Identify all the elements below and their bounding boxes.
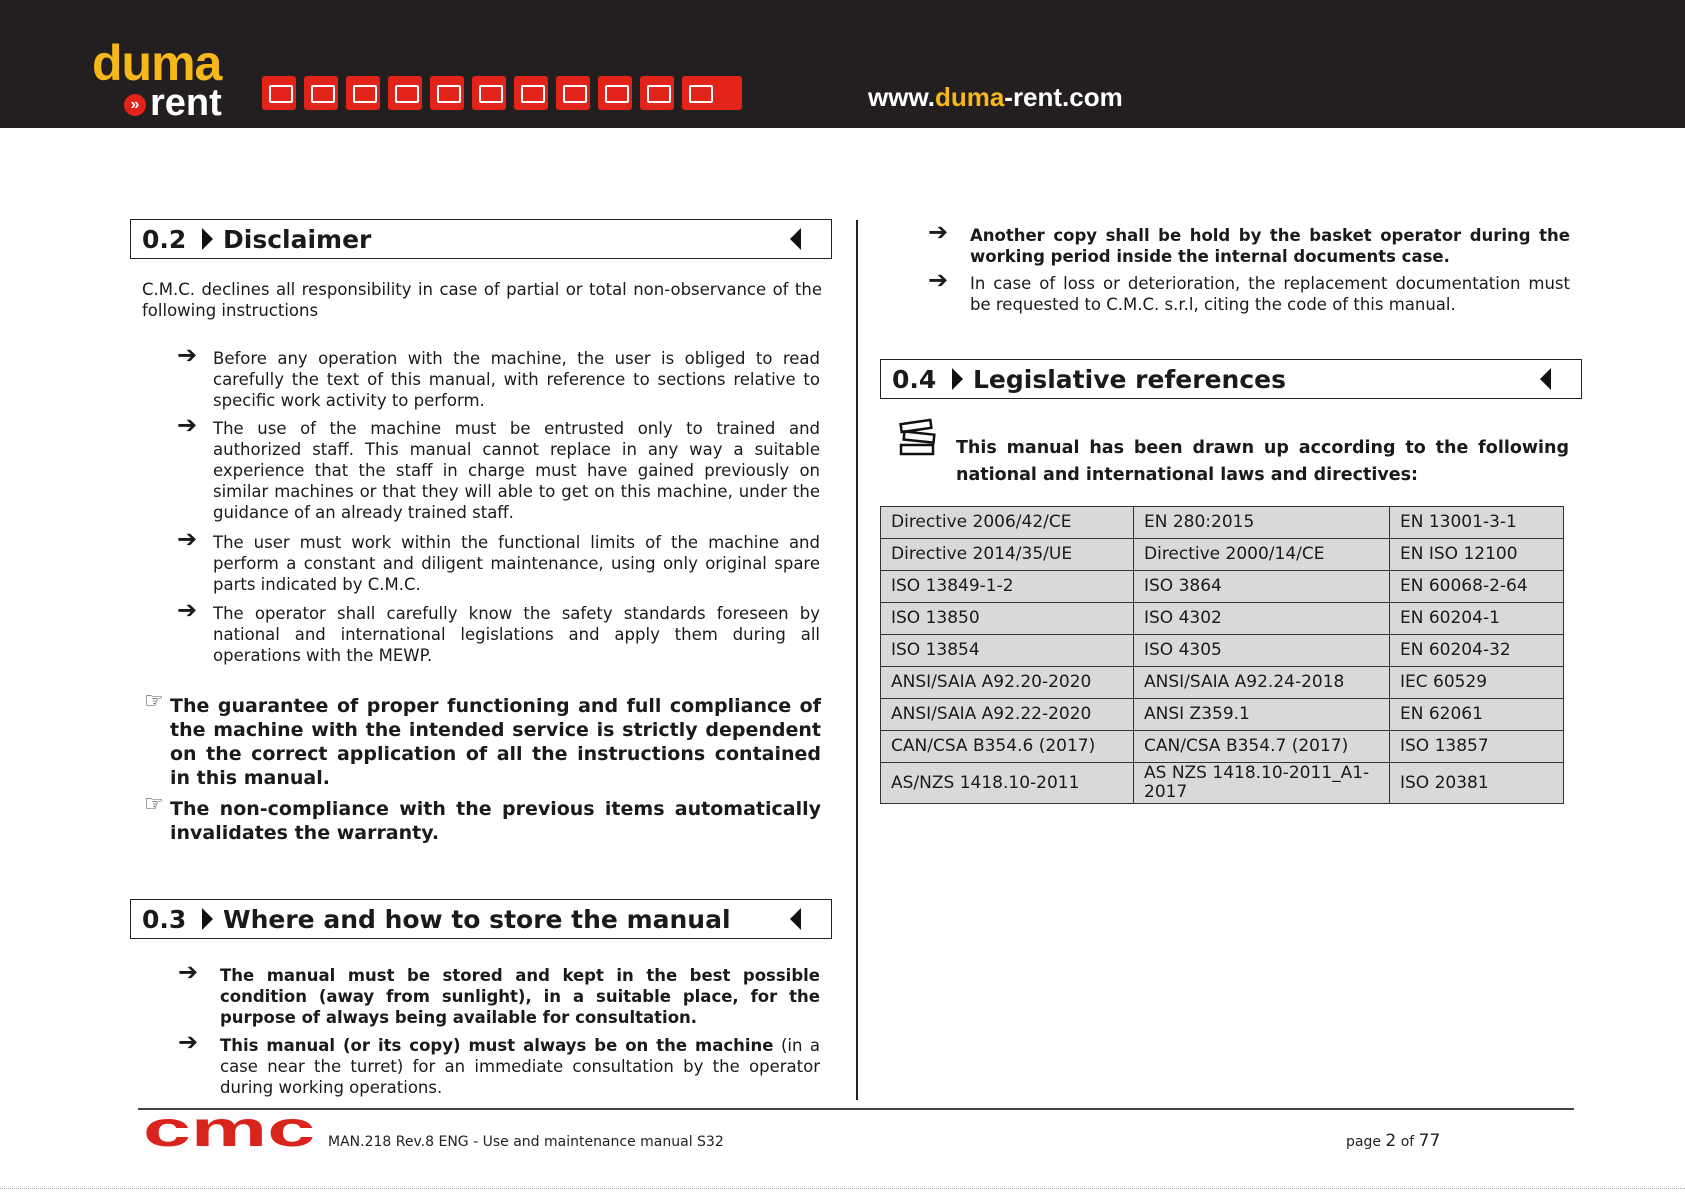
table-cell: ISO 13854 [881,635,1134,667]
triangle-left-icon [790,228,801,250]
table-cell: EN 60068-2-64 [1390,571,1564,603]
section-heading-legislative [880,359,1582,399]
list-item [178,1028,820,1098]
boom-lift-icon [472,76,506,110]
table-cell: ANSI Z359.1 [1134,699,1390,731]
table-cell: EN ISO 12100 [1390,539,1564,571]
header-bar [0,0,1685,128]
bottom-dotted-line [0,1188,1685,1189]
triangle-left-icon [790,908,801,930]
svg-text:cmc: cmc [143,1112,315,1148]
logo-rent-text [124,84,222,122]
guarantee-note [144,689,821,790]
telehandler-icon [598,76,632,110]
table-cell: EN 60204-32 [1390,635,1564,667]
page-indicator [1346,1131,1440,1151]
table-cell: ISO 4302 [1134,603,1390,635]
website-link[interactable] [868,82,1123,113]
legislative-intro-text: This manual has been drawn up according to the following national and international laws and directives: [956,438,1569,485]
list-item-text: Another copy shall be hold by the basket operator during the working period inside the internal documents case. [970,226,1570,266]
section-heading-disclaimer [130,219,832,259]
forklift-icon [388,76,422,110]
triangle-right-icon [202,228,213,250]
list-item [928,218,1570,267]
section-heading-store-manual [130,899,832,939]
table-cell: ISO 20381 [1390,763,1564,804]
arrow-right-icon: ➔ [928,218,949,246]
logo-chevron-icon: » [124,94,146,116]
list-item-text: The operator shall carefully know the safety standards foreseen by national and international legislations and apply them during all operations with the MEWP. [213,604,820,665]
list-item [178,958,820,1028]
arrow-right-icon: ➔ [177,411,198,439]
mast-lift-icon [346,76,380,110]
section-number: 0.2 [142,224,187,254]
triangle-left-icon [1540,368,1551,390]
legislative-references-table [880,506,1564,804]
table-cell: AS NZS 1418.10-2011_A1-2017 [1134,763,1390,804]
warranty-note [144,792,821,845]
note-text: The non-compliance with the previous items automatically invalidates the warranty. [170,798,821,844]
section-number: 0.3 [142,904,187,934]
truck-lift-icon [682,76,742,110]
table-cell: ISO 4305 [1134,635,1390,667]
legislative-intro [956,435,1569,489]
arrow-right-icon: ➔ [928,266,949,294]
triangle-right-icon [202,908,213,930]
table-row [881,539,1564,571]
list-item-text: (in a case near the turret) for an immediate consultation by the operator during working operations. [220,1036,820,1097]
table-row [881,635,1564,667]
table-row [881,667,1564,699]
disclaimer-intro: C.M.C. declines all responsibility in case of partial or total non-observance of the following instructions [142,280,822,320]
table-cell: ANSI/SAIA A92.20-2020 [881,667,1134,699]
arrow-right-icon: ➔ [177,596,198,624]
arrow-right-icon: ➔ [177,525,198,553]
machine-icons-strip [262,76,742,110]
list-item-text: Before any operation with the machine, the user is obliged to read carefully the text of this manual, with reference to sections relative to specific work activity to perform. [213,349,820,410]
table-cell: ISO 13850 [881,603,1134,635]
table-cell: CAN/CSA B354.6 (2017) [881,731,1134,763]
table-cell: Directive 2014/35/UE [881,539,1134,571]
books-icon [898,418,938,458]
table-cell: ISO 13857 [1390,731,1564,763]
logo-duma-text: duma [92,35,222,91]
table-cell: EN 62061 [1390,699,1564,731]
table-cell: Directive 2006/42/CE [881,507,1134,539]
table-row [881,603,1564,635]
list-item [177,596,820,666]
page-total: 77 [1418,1131,1441,1151]
table-cell: ISO 13849-1-2 [881,571,1134,603]
url-suffix: -rent.com [1004,82,1123,112]
table-cell: EN 280:2015 [1134,507,1390,539]
section-number: 0.4 [892,364,937,394]
section-title: Disclaimer [223,224,372,254]
skid-steer-icon [262,76,296,110]
logo-rent-word: rent [150,82,222,124]
arrow-right-icon: ➔ [178,1028,199,1056]
column-divider [856,220,858,1100]
page-label: page [1346,1134,1381,1150]
section-title: Where and how to store the manual [223,904,731,934]
table-row [881,763,1564,804]
spider-lift-icon [640,76,674,110]
list-item-text: The use of the machine must be entrusted only to trained and authorized staff. This manual cannot replace in any way a suitable experience that the staff in charge must have gained previously on similar machines or that they will able to get on this machine, under the guidance of an already trained staff. [213,419,820,522]
table-cell: ANSI/SAIA A92.24-2018 [1134,667,1390,699]
excavator-icon [556,76,590,110]
arrow-right-icon: ➔ [177,341,198,369]
pointing-hand-icon: ☞ [144,792,164,817]
triangle-right-icon [952,368,963,390]
table-cell: CAN/CSA B354.7 (2017) [1134,731,1390,763]
table-cell: ISO 3864 [1134,571,1390,603]
url-prefix: www. [868,82,935,112]
list-item [177,411,820,523]
footer-rule [138,1108,1574,1110]
pointing-hand-icon: ☞ [144,689,164,714]
crawler-lift-icon [514,76,548,110]
list-item [177,525,820,595]
table-row [881,507,1564,539]
note-text: The guarantee of proper functioning and full compliance of the machine with the intended service is strictly dependent on the correct application of all the instructions contained in this manual. [170,695,821,789]
section-title: Legislative references [973,364,1287,394]
list-item-text: In case of loss or deterioration, the replacement documentation must be requested to C.M.C. s.r.l, citing the code of this manual. [970,274,1570,314]
list-item-bold-text: This manual (or its copy) must always be on the machine [220,1036,774,1055]
url-brand: duma [934,82,1005,112]
manual-reference: MAN.218 Rev.8 ENG - Use and maintenance manual S32 [328,1134,724,1150]
table-cell: ANSI/SAIA A92.22-2020 [881,699,1134,731]
list-item [928,266,1570,315]
scissor-lift-icon [304,76,338,110]
of-label: of [1400,1134,1415,1150]
table-row [881,731,1564,763]
table-row [881,571,1564,603]
table-cell: AS/NZS 1418.10-2011 [881,763,1134,804]
table-cell: IEC 60529 [1390,667,1564,699]
tractor-icon [430,76,464,110]
cmc-logo [143,1112,315,1148]
duma-rent-logo [92,35,222,124]
table-cell: EN 60204-1 [1390,603,1564,635]
page-number: 2 [1385,1131,1397,1151]
arrow-right-icon: ➔ [178,958,199,986]
list-item-text: The user must work within the functional limits of the machine and perform a constant and diligent maintenance, using only original spare parts indicated by C.M.C. [213,533,820,594]
table-cell: EN 13001-3-1 [1390,507,1564,539]
table-row [881,699,1564,731]
table-cell: Directive 2000/14/CE [1134,539,1390,571]
list-item [177,341,820,411]
list-item-text: The manual must be stored and kept in the best possible condition (away from sunlight), in a suitable place, for the purpose of always being available for consultation. [220,966,820,1027]
